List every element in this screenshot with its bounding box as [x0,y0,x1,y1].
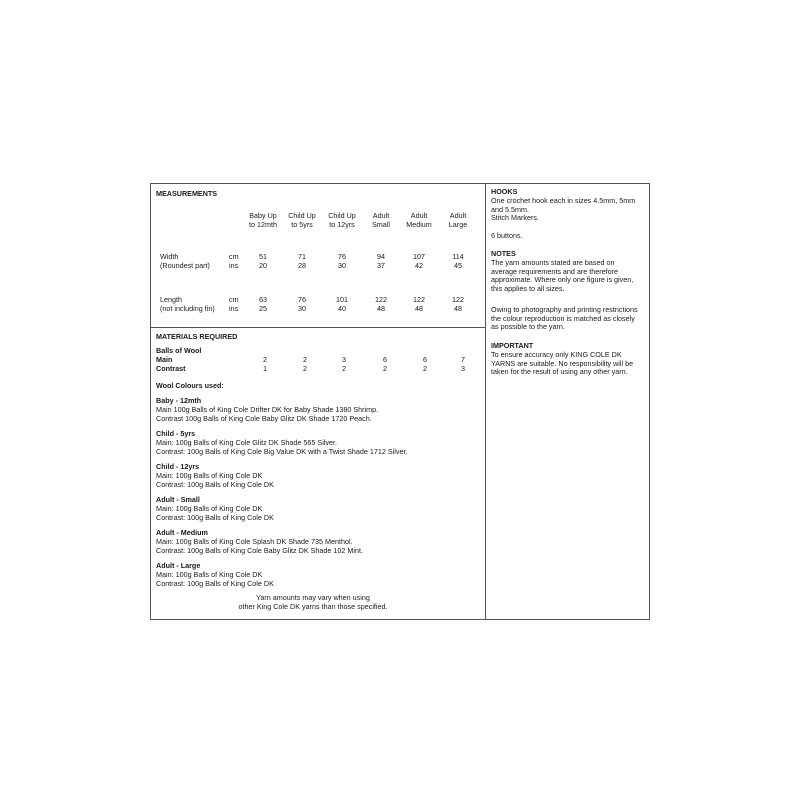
width-ins-value: 37 [377,261,385,270]
main-balls-value: 3 [342,355,346,364]
main-balls-value: 2 [263,355,267,364]
contrast-balls-value: 2 [423,364,427,373]
colour-line: Main: 100g Balls of King Cole Splash DK Shade 735 Menthol. [156,537,353,546]
length-ins-value: 25 [259,304,267,313]
hooks-text: One crochet hook each in sizes 4.5mm, 5mm and 5.5mm. [491,196,636,214]
length-cm-value: 122 [413,295,425,304]
colour-line: Contrast: 100g Balls of King Cole DK [156,513,274,522]
colour-line: Main: 100g Balls of King Cole DK [156,471,263,480]
contrast-balls-value: 2 [303,364,307,373]
hooks-title: HOOKS [491,187,518,196]
notes-paragraph: Owing to photography and printing restrictions the colour reproduction is matched as closely as possible to the yarn. [491,305,638,332]
important-text: To ensure accuracy only KING COLE DK YARNS are suitable. No responsibility will be taken for the result of using any other yarn. [491,350,634,377]
length-label: Length [160,295,182,304]
contrast-balls-value: 3 [461,364,465,373]
size-header: Small [372,220,390,229]
length-cm-value: 122 [452,295,464,304]
notes-title: NOTES [491,249,516,258]
colour-line: Contrast: 100g Balls of King Cole Big Value DK with a Twist Shade 1712 Silver. [156,447,408,456]
unit-cm: cm [229,295,239,304]
width-ins-value: 42 [415,261,423,270]
length-ins-value: 30 [298,304,306,313]
balls-title: Balls of Wool [156,346,202,355]
materials-title: MATERIALS REQUIRED [156,332,238,341]
colour-line: Contrast 100g Balls of King Cole Baby Glitz DK Shade 1720 Peach. [156,414,372,423]
buttons-text: 6 buttons. [491,231,523,240]
length-cm-value: 63 [259,295,267,304]
colour-line: Main: 100g Balls of King Cole DK [156,504,263,513]
width-ins-value: 45 [454,261,462,270]
width-cm-value: 76 [338,252,346,261]
colour-group-title: Child - 5yrs [156,429,196,438]
width-ins-value: 30 [338,261,346,270]
size-header: Adult [372,211,390,220]
size-header: Child Up [288,211,316,220]
size-header: to 12mth [249,220,277,229]
yarn-note: other King Cole DK yarns than those specified. [238,602,388,611]
colour-line: Contrast: 100g Balls of King Cole DK [156,480,274,489]
important-title: IMPORTANT [491,341,534,350]
contrast-balls-value: 2 [383,364,387,373]
length-cm-value: 76 [298,295,306,304]
column-divider [485,183,486,620]
width-ins-value: 20 [259,261,267,270]
size-header: Adult [449,211,467,220]
size-header: Child Up [328,211,356,220]
width-cm-value: 114 [452,252,464,261]
width-label: Width [160,252,179,261]
main-balls-value: 6 [383,355,387,364]
length-ins-value: 48 [454,304,462,313]
section-divider [150,327,486,328]
length-cm-value: 122 [375,295,387,304]
colour-line: Main 100g Balls of King Cole Drifter DK for Baby Shade 1380 Shrimp. [156,405,379,414]
width-cm-value: 71 [298,252,306,261]
length-ins-value: 48 [415,304,423,313]
length-cm-value: 101 [336,295,348,304]
stitch-markers-text: Stitch Markers. [491,213,539,222]
colour-line: Contrast: 100g Balls of King Cole DK [156,579,274,588]
colour-group-title: Child - 12yrs [156,462,200,471]
measurements-title: MEASUREMENTS [156,189,218,198]
size-header: Adult [410,211,428,220]
length-sublabel: (not including fin) [160,304,215,313]
size-header: Medium [406,220,432,229]
colour-group-title: Adult - Large [156,561,201,570]
width-cm-value: 107 [413,252,425,261]
size-header: to 12yrs [329,220,355,229]
size-header: Large [448,220,468,229]
contrast-label: Contrast [156,364,186,373]
main-balls-value: 7 [461,355,465,364]
length-ins-value: 48 [377,304,385,313]
colour-line: Main: 100g Balls of King Cole Glitz DK Shade 565 Silver. [156,438,337,447]
unit-ins: ins [229,261,239,270]
size-header: Baby Up [249,211,277,220]
colour-line: Main: 100g Balls of King Cole DK [156,570,263,579]
length-ins-value: 40 [338,304,346,313]
colour-group-title: Adult - Medium [156,528,208,537]
width-ins-value: 28 [298,261,306,270]
wool-colours-title: Wool Colours used: [156,381,224,390]
unit-ins: ins [229,304,239,313]
unit-cm: cm [229,252,239,261]
width-sublabel: (Roundest part) [160,261,210,270]
width-cm-value: 51 [259,252,267,261]
contrast-balls-value: 2 [342,364,346,373]
yarn-note: Yarn amounts may vary when using [256,593,370,602]
main-balls-value: 6 [423,355,427,364]
colour-group-title: Baby - 12mth [156,396,202,405]
colour-group-title: Adult - Small [156,495,200,504]
contrast-balls-value: 1 [263,364,267,373]
main-label: Main [156,355,173,364]
width-cm-value: 94 [377,252,385,261]
size-header: to 5yrs [291,220,313,229]
colour-line: Contrast: 100g Balls of King Cole Baby Glitz DK Shade 102 Mint. [156,546,363,555]
main-balls-value: 2 [303,355,307,364]
notes-paragraph: The yarn amounts stated are based on average requirements and are therefore approximate. Where only one figure is given, this applies to all sizes. [491,258,634,293]
